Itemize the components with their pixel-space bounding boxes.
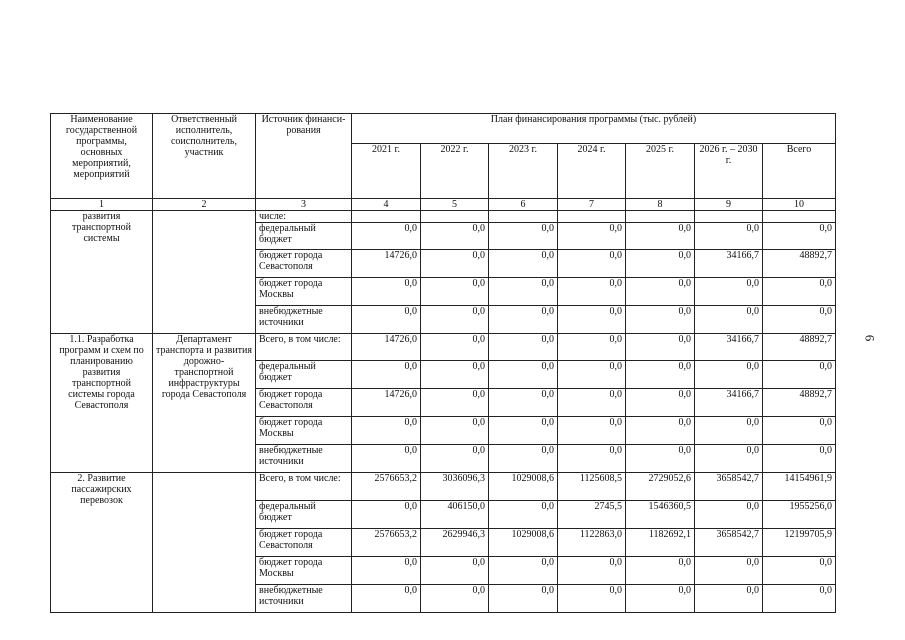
source-cell: внебюджетные источники	[256, 306, 352, 334]
value-cell: 3036096,3	[421, 473, 489, 501]
value-cell: 0,0	[421, 585, 489, 613]
value-cell: 0,0	[421, 445, 489, 473]
column-number: 8	[626, 199, 695, 211]
value-cell: 14726,0	[352, 389, 421, 417]
value-cell	[352, 211, 421, 223]
value-cell: 34166,7	[695, 334, 763, 361]
value-cell: 0,0	[558, 278, 626, 306]
value-cell: 0,0	[626, 361, 695, 389]
total-cell: 0,0	[763, 445, 836, 473]
value-cell: 0,0	[558, 417, 626, 445]
value-cell: 0,0	[352, 501, 421, 529]
value-cell: 0,0	[695, 223, 763, 250]
source-cell: Всего, в том числе:	[256, 334, 352, 361]
value-cell: 2629946,3	[421, 529, 489, 557]
executor-cell: Департамент транспорта и развития дорожно-транспортной инфраструктуры города Севастополя	[153, 334, 256, 473]
value-cell: 0,0	[695, 445, 763, 473]
column-number: 6	[489, 199, 558, 211]
column-number: 4	[352, 199, 421, 211]
executor-cell	[153, 473, 256, 613]
financing-table	[50, 113, 836, 613]
value-cell: 0,0	[489, 557, 558, 585]
value-cell: 0,0	[558, 445, 626, 473]
header-year: 2022 г.	[421, 144, 489, 199]
total-cell: 48892,7	[763, 250, 836, 278]
total-cell: 0,0	[763, 417, 836, 445]
header-program-name: Наименование государственной программы, основных мероприятий, мероприятий	[51, 114, 153, 199]
value-cell	[421, 211, 489, 223]
value-cell: 0,0	[421, 361, 489, 389]
header-year: 2026 г. – 2030 г.	[695, 144, 763, 199]
value-cell: 3658542,7	[695, 529, 763, 557]
value-cell: 0,0	[352, 445, 421, 473]
value-cell: 0,0	[558, 585, 626, 613]
header-total: Всего	[763, 144, 836, 199]
program-name-cell: 1.1. Разработка программ и схем по планированию развития транспортной системы города Севастополя	[51, 334, 153, 473]
program-name-cell: 2. Развитие пассажирских перевозок	[51, 473, 153, 613]
header-plan: План финансирования программы (тыс. рублей)	[352, 114, 836, 144]
value-cell: 14726,0	[352, 250, 421, 278]
value-cell: 2576653,2	[352, 529, 421, 557]
value-cell: 34166,7	[695, 250, 763, 278]
value-cell: 3658542,7	[695, 473, 763, 501]
value-cell: 0,0	[558, 557, 626, 585]
value-cell: 1182692,1	[626, 529, 695, 557]
value-cell: 0,0	[695, 501, 763, 529]
value-cell: 0,0	[489, 334, 558, 361]
value-cell: 0,0	[626, 278, 695, 306]
source-cell: бюджет города Севастополя	[256, 250, 352, 278]
value-cell	[626, 211, 695, 223]
table-row	[51, 211, 836, 223]
value-cell: 2745,5	[558, 501, 626, 529]
value-cell: 0,0	[421, 417, 489, 445]
total-cell: 0,0	[763, 557, 836, 585]
column-number: 9	[695, 199, 763, 211]
value-cell: 0,0	[489, 501, 558, 529]
value-cell: 0,0	[626, 417, 695, 445]
value-cell: 0,0	[626, 389, 695, 417]
header-year: 2023 г.	[489, 144, 558, 199]
value-cell: 0,0	[695, 557, 763, 585]
value-cell: 0,0	[421, 278, 489, 306]
value-cell: 0,0	[558, 250, 626, 278]
source-cell: бюджет города Москвы	[256, 417, 352, 445]
value-cell	[695, 211, 763, 223]
value-cell: 0,0	[695, 361, 763, 389]
value-cell: 0,0	[558, 306, 626, 334]
header-year: 2025 г.	[626, 144, 695, 199]
column-number: 5	[421, 199, 489, 211]
value-cell: 1029008,6	[489, 529, 558, 557]
value-cell: 0,0	[352, 417, 421, 445]
total-cell: 14154961,9	[763, 473, 836, 501]
table-body	[51, 211, 836, 613]
value-cell: 0,0	[352, 306, 421, 334]
table-row	[51, 473, 836, 501]
value-cell: 0,0	[695, 417, 763, 445]
value-cell	[489, 211, 558, 223]
value-cell: 14726,0	[352, 334, 421, 361]
total-cell: 0,0	[763, 278, 836, 306]
value-cell: 0,0	[421, 223, 489, 250]
value-cell: 0,0	[421, 557, 489, 585]
value-cell: 0,0	[489, 445, 558, 473]
source-cell: внебюджетные источники	[256, 445, 352, 473]
value-cell: 0,0	[626, 585, 695, 613]
page-number: 6	[862, 334, 878, 342]
value-cell: 0,0	[626, 250, 695, 278]
value-cell: 0,0	[558, 361, 626, 389]
column-number: 1	[51, 199, 153, 211]
total-cell: 0,0	[763, 306, 836, 334]
value-cell: 0,0	[558, 223, 626, 250]
value-cell: 0,0	[489, 361, 558, 389]
source-cell: внебюджетные источники	[256, 585, 352, 613]
source-cell: федеральный бюджет	[256, 501, 352, 529]
source-cell: федеральный бюджет	[256, 361, 352, 389]
value-cell: 1029008,6	[489, 473, 558, 501]
value-cell: 0,0	[352, 223, 421, 250]
value-cell: 0,0	[489, 223, 558, 250]
value-cell: 1125608,5	[558, 473, 626, 501]
value-cell: 0,0	[626, 557, 695, 585]
column-number: 7	[558, 199, 626, 211]
header-source: Источник финанси-рования	[256, 114, 352, 199]
header-year: 2021 г.	[352, 144, 421, 199]
value-cell: 0,0	[352, 278, 421, 306]
value-cell: 1546360,5	[626, 501, 695, 529]
total-cell: 0,0	[763, 223, 836, 250]
executor-cell	[153, 211, 256, 334]
value-cell: 0,0	[489, 417, 558, 445]
value-cell: 406150,0	[421, 501, 489, 529]
value-cell: 0,0	[695, 278, 763, 306]
source-cell: бюджет города Севастополя	[256, 529, 352, 557]
column-number: 2	[153, 199, 256, 211]
value-cell: 2729052,6	[626, 473, 695, 501]
value-cell: 0,0	[489, 585, 558, 613]
value-cell: 0,0	[695, 585, 763, 613]
source-cell: бюджет города Москвы	[256, 278, 352, 306]
column-number: 10	[763, 199, 836, 211]
value-cell: 0,0	[421, 250, 489, 278]
value-cell: 0,0	[626, 306, 695, 334]
value-cell: 0,0	[558, 389, 626, 417]
value-cell: 0,0	[558, 334, 626, 361]
total-cell: 12199705,9	[763, 529, 836, 557]
value-cell: 2576653,2	[352, 473, 421, 501]
value-cell: 0,0	[489, 278, 558, 306]
total-cell: 0,0	[763, 585, 836, 613]
total-cell: 48892,7	[763, 389, 836, 417]
header-executor: Ответственный исполнитель, соисполнитель, участник	[153, 114, 256, 199]
total-cell: 0,0	[763, 361, 836, 389]
value-cell: 0,0	[489, 250, 558, 278]
value-cell: 0,0	[421, 334, 489, 361]
value-cell: 0,0	[489, 306, 558, 334]
source-cell: Всего, в том числе:	[256, 473, 352, 501]
value-cell: 0,0	[626, 445, 695, 473]
value-cell: 0,0	[352, 557, 421, 585]
total-cell: 1955256,0	[763, 501, 836, 529]
value-cell: 0,0	[489, 389, 558, 417]
total-cell	[763, 211, 836, 223]
value-cell: 1122863,0	[558, 529, 626, 557]
value-cell: 0,0	[626, 223, 695, 250]
value-cell: 0,0	[421, 306, 489, 334]
header-year: 2024 г.	[558, 144, 626, 199]
source-cell: федеральный бюджет	[256, 223, 352, 250]
value-cell: 0,0	[352, 585, 421, 613]
table-row	[51, 334, 836, 361]
program-name-cell: развития транспортной системы	[51, 211, 153, 334]
value-cell	[558, 211, 626, 223]
source-cell: числе:	[256, 211, 352, 223]
source-cell: бюджет города Севастополя	[256, 389, 352, 417]
source-cell: бюджет города Москвы	[256, 557, 352, 585]
value-cell: 34166,7	[695, 389, 763, 417]
value-cell: 0,0	[421, 389, 489, 417]
total-cell: 48892,7	[763, 334, 836, 361]
value-cell: 0,0	[626, 334, 695, 361]
value-cell: 0,0	[695, 306, 763, 334]
value-cell: 0,0	[352, 361, 421, 389]
column-number-row	[51, 199, 836, 211]
column-number: 3	[256, 199, 352, 211]
